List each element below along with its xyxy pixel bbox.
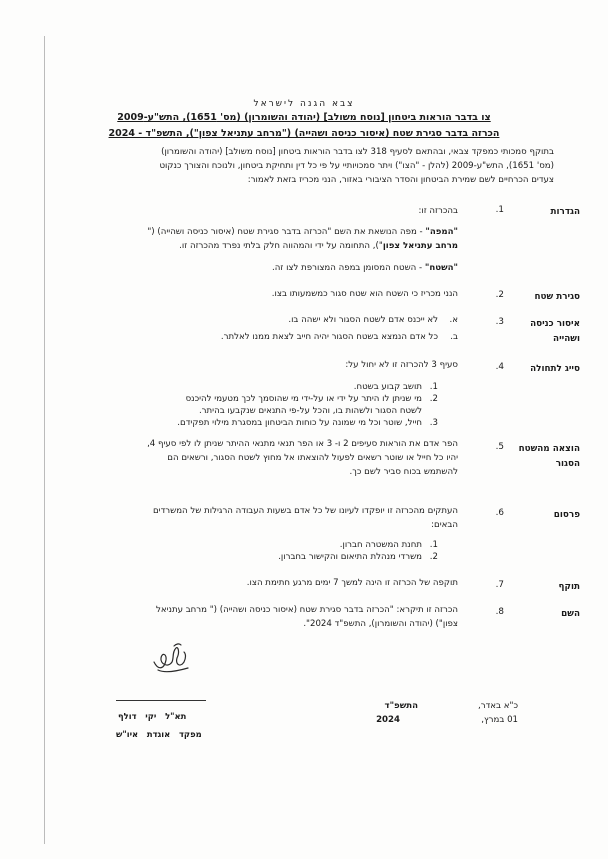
- section-3a-text: לא ייכנס אדם לשטח הסגור ולא ישהה בו.: [288, 315, 438, 325]
- section-7-title: תוקף: [558, 582, 580, 592]
- section-6-item-2-text: משרדי מנהלת התיאום והקישור בחברון.: [278, 552, 422, 562]
- section-3-number: 3.: [495, 317, 504, 327]
- signature-line: [116, 700, 206, 701]
- section-5-line-3: להשתמש בכוח סביר לשם כך.: [349, 467, 458, 477]
- signer-title: מפקד אוגדת איו"ש: [116, 729, 202, 739]
- section-6-item-1-text: תחנת המשטרה חברון.: [339, 540, 422, 550]
- declaration-title: [0, 128, 608, 139]
- area-def-text: - השטח המסומן במפה המצורפת לצו זה.: [272, 263, 425, 273]
- section-8-title: השם: [561, 609, 580, 619]
- section-4-item-2-cont: לשטח הסגור ולשהות בו, והכל על-פי התנאים שנקבעו בהיתר.: [198, 406, 422, 416]
- section-4-item-3-num: 3.: [429, 418, 438, 428]
- section-6-item-1-num: 1.: [429, 540, 438, 550]
- map-term: "המפה": [425, 227, 458, 237]
- section-4-number: 4.: [495, 362, 504, 372]
- section-5-line-1: הפר אדם את הוראות סעיפים 2 ו- 3 או הפר תנאי מתנאי ההיתר שניתן לו לפי סעיף 4,: [147, 439, 458, 449]
- section-4-title: סייג לתחולה: [530, 364, 580, 374]
- signer-name: תא"ל יקי דולף: [118, 711, 187, 721]
- preamble-line-3: צעדים הכרחיים לשם שמירת הביטחון והסדר הציבורי באזור, הנני מכריז בזאת לאמור:: [247, 175, 554, 185]
- section-6-line-1: העתקים מהכרזה זו יופקדו לעיונו של כל אדם בשעות העבודה הרגילות של המשרדים: [152, 506, 458, 516]
- preamble-line-2: (מס' 1651), התש"ע-2009 (להלן - "הצו") ויתר סמכויותיי על פי כל דין ותחיקת ביטחון, ולנוכח והצורך כנקוט: [159, 161, 554, 171]
- map-def-text: - מפה הנושאת את השם "הכרזה בדבר סגירת שטח (איסור כניסה ושהייה) (": [147, 227, 426, 237]
- section-4-item-1-text: תושב קבוע בשטח.: [353, 382, 422, 392]
- section-1-title: הגדרות: [550, 207, 580, 217]
- hebrew-year: התשפ"ד: [384, 701, 418, 711]
- section-3-title: איסור כניסה ושהייה: [530, 319, 580, 344]
- gregorian-year: 2024: [376, 715, 400, 725]
- section-4-intro: סעיף 3 להכרזה זו לא יחול על:: [345, 360, 458, 370]
- section-1-intro: בהכרזה זו:: [418, 206, 458, 216]
- section-4-item-1-num: 1.: [429, 382, 438, 392]
- section-4-item-2-text: מי שניתן לו היתר על ידי או על-ידי מי שהוסמך לכך מטעמי להיכנס: [185, 394, 422, 404]
- section-8-line-1: הכרזה זו תיקרא: "הכרזה בדבר סגירת שטח (איסור כניסה ושהייה) (" מרחב עתניאל: [155, 605, 458, 615]
- org-name: צבא הגנה לישראל: [253, 99, 355, 109]
- section-4-item-2-num: 2.: [429, 394, 438, 404]
- declaration-title-text: הכרזה בדבר סגירת שטח (איסור כניסה ושהייה) ("מרחב עתניאל צפון"), התשפ"ד - 2024: [108, 128, 500, 139]
- section-3b-label: ב.: [450, 332, 458, 342]
- section-2-title: סגירת שטח: [534, 292, 580, 302]
- map-area-name: מרחב עתניאל צפון: [382, 241, 458, 251]
- section-8-line-2: צפון") (יהודה והשומרון), התשפ"ד 2024".: [303, 619, 458, 629]
- section-3a-label: א.: [449, 315, 458, 325]
- area-term: "השטח": [424, 263, 458, 273]
- section-7-text: תוקפה של הכרזה זו הינה למשך 7 ימים מרגע חתימת הצו.: [246, 578, 458, 588]
- handwritten-signature: [150, 640, 194, 676]
- order-title-text: צו בדבר הוראות ביטחון [נוסח משולב] (יהודה והשומרון) (מס' 1651), התש"ע-2009: [117, 112, 491, 123]
- hebrew-date: כ"א באדר,: [478, 701, 518, 711]
- section-7-number: 7.: [495, 580, 504, 590]
- gregorian-date: 01 במרץ,: [481, 715, 518, 725]
- map-definition-line-2: [179, 240, 458, 254]
- map-definition-line-1: [147, 226, 458, 240]
- section-8-number: 8.: [495, 607, 504, 617]
- section-2-text: הנני מכריז כי השטח הוא שטח סגור כמשמעותו בצו.: [271, 289, 458, 299]
- map-def-text-2: "), התחומה על ידי והמהווה חלק בלתי נפרד מהכרזה זו.: [179, 241, 383, 251]
- section-4-item-3-text: חייל, שוטר וכל מי שמונה על כוחות הביטחון במסגרת מילוי תפקידם.: [177, 418, 422, 428]
- section-6-title: פרסום: [553, 510, 580, 520]
- section-3b-text: כל אדם הנמצא בשטח הסגור יהיה חייב לצאת ממנו לאלתר.: [220, 332, 438, 342]
- section-2-number: 2.: [495, 290, 504, 300]
- preamble-line-1: בתוקף סמכותי כמפקד צבאי, ובהתאם לסעיף 318 לצו בדבר הוראות ביטחון [נוסח משולב] (יהודה והשומרון): [161, 147, 554, 157]
- order-title: [0, 112, 608, 123]
- area-definition: [272, 262, 458, 276]
- section-5-line-2: יהיו כל חייל או שוטר רשאים לפעול להוצאתו אל מחוץ לשטח הסגור, ורשאים הם: [167, 453, 458, 463]
- section-5-title: הוצאה מהשטח הסגור: [518, 444, 580, 469]
- section-1-number: 1.: [495, 205, 504, 215]
- section-5-number: 5.: [495, 442, 504, 452]
- section-6-item-2-num: 2.: [429, 552, 438, 562]
- section-6-number: 6.: [495, 508, 504, 518]
- section-6-line-2: הבאים:: [431, 520, 458, 530]
